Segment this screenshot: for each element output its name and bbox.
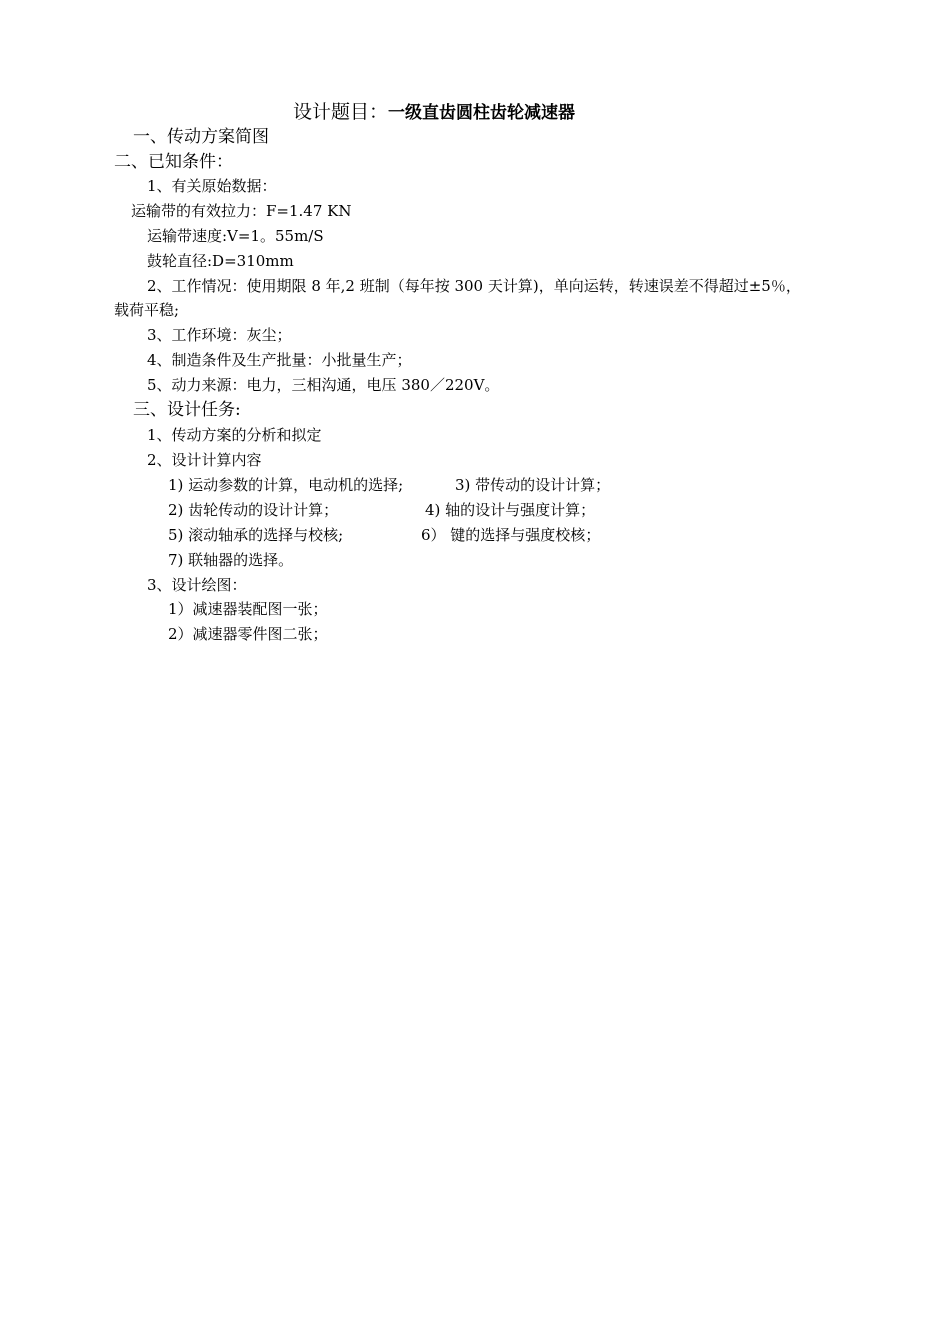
belt-force: 运输带的有效拉力：F=1.47 KN [131,202,352,220]
section-3-heading-colon: : [235,400,241,420]
conditions-item-5: 5、动力来源：电力，三相沟通，电压 380／220V。 [147,376,500,394]
task-item-1: 1、传动方案的分析和拟定 [147,426,322,444]
title-prefix: 设计题目： [293,101,389,123]
section-3-heading [133,399,241,421]
conditions-item-4: 4、制造条件及生产批量：小批量生产； [147,351,412,369]
task-item-2: 2、设计计算内容 [147,451,262,469]
calc-row-3-left: 5) 滚动轴承的选择与校核; [168,526,344,544]
section-3-heading-text: 三、设计任务 [133,400,235,420]
drawing-item-1: 1）减速器装配图一张； [168,600,328,618]
calc-row-2-left: 2) 齿轮传动的设计计算； [168,501,339,519]
calc-row-4-left: 7) 联轴器的选择。 [168,551,294,569]
title-main: 一级直齿圆柱齿轮减速器 [388,103,576,123]
section-1-heading: 一、传动方案简图 [133,127,269,147]
conditions-item-3: 3、工作环境：灰尘； [147,326,292,344]
conditions-item-2-line-1: 2、工作情况：使用期限 8 年,2 班制（每年按 300 天计算)，单向运转，转速误差不得超过±5％， [147,277,801,295]
calc-row-1-right: 3) 带传动的设计计算； [455,476,611,494]
section-2-heading: 二、已知条件： [114,152,233,172]
page-title [293,99,575,126]
calc-row-3-right: 6） 键的选择与强度校核； [421,526,601,544]
belt-speed: 运输带速度:V=1。55m/S [147,227,324,245]
task-item-3: 3、设计绘图： [147,576,247,594]
drawing-item-2: 2）减速器零件图二张； [168,625,328,643]
conditions-item-2-line-2: 载荷平稳; [114,301,180,319]
conditions-item-1: 1、有关原始数据： [147,177,277,195]
calc-row-1-left: 1) 运动参数的计算，电动机的选择; [168,476,404,494]
calc-row-2-right: 4) 轴的设计与强度计算； [425,501,596,519]
drum-diameter: 鼓轮直径:D=310mm [147,252,294,270]
